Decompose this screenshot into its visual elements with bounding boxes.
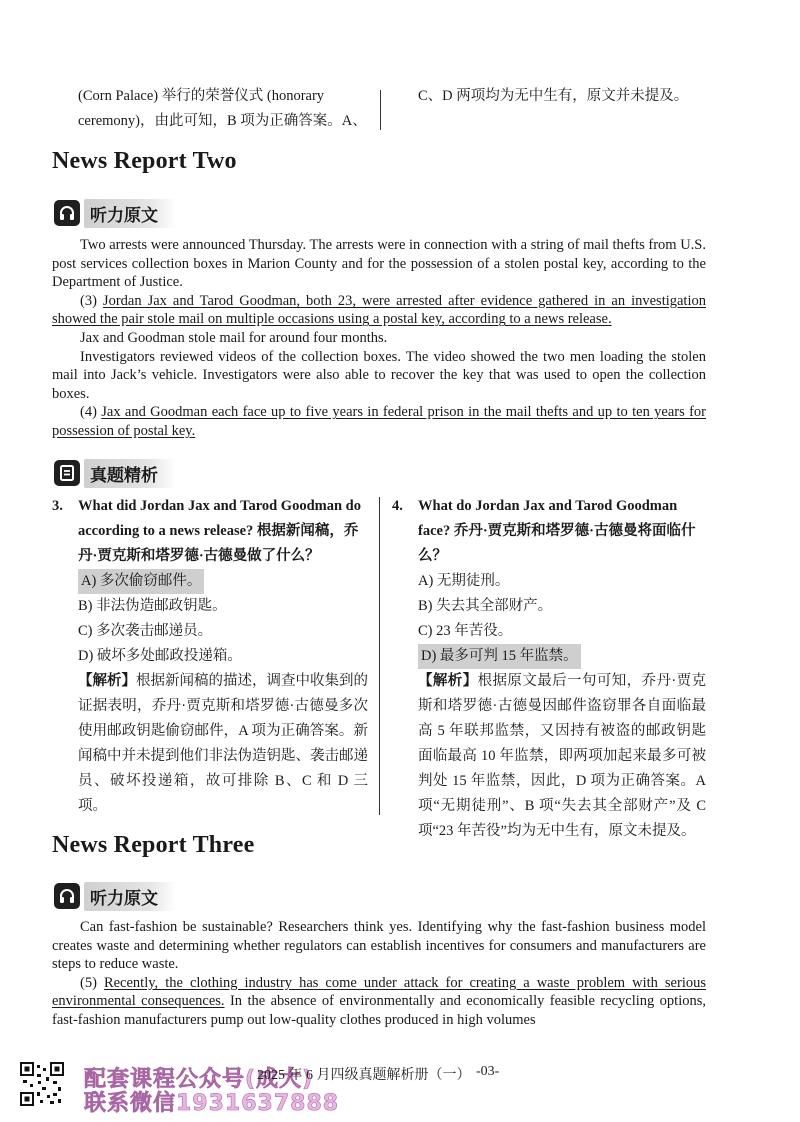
report-two-title: News Report Two <box>52 148 237 174</box>
underlined-answer-sentence: Jax and Goodman each face up to five years in federal prison in the mail thefts and up to ten years for possession of postal key. <box>52 404 706 439</box>
question-marker: (5) <box>80 974 104 991</box>
continuation-right-text: C、D 两项均为无中生有，原文并未提及。 <box>418 88 689 104</box>
promo-watermark-line2: 联系微信1931637888 <box>84 1091 340 1116</box>
page-number: -03- <box>476 1064 500 1079</box>
transcript-paragraph: Two arrests were announced Thursday. The arrests were in connection with a string of mail thefts from U.S. post services collection boxes in Marion County and for the possession of a stolen postal key, according to the Department of Justice. <box>52 237 706 291</box>
document-icon <box>54 460 80 486</box>
underlined-answer-sentence: Recently, the clothing industry has come under attack for creating a waste problem with serious environmental consequences. <box>52 974 706 1010</box>
transcript-paragraph-q3 <box>52 292 706 329</box>
question-4 <box>392 494 706 844</box>
option-b: B) 失去其全部财产。 <box>418 598 553 614</box>
transcript-paragraph: Can fast-fashion be sustainable? Researchers think yes. Identifying why the fast-fashion business model creates waste and determining whether regulators can establish incentives for consumers and manufacturers are steps to reduce waste. <box>52 919 706 973</box>
question-analysis <box>78 669 368 819</box>
question-number: 4. <box>392 498 403 514</box>
question-text: What did Jordan Jax and Tarod Goodman do according to a news release? 根据新闻稿，乔丹·贾克斯和塔罗德·古德曼做了什么？ <box>78 498 361 564</box>
headphones-icon <box>54 883 80 909</box>
book-folio: 2025 年 6 月四级真题解析册（一） <box>257 1068 471 1083</box>
headphones-icon <box>54 200 80 226</box>
question-marker: (4) <box>80 404 102 421</box>
analysis-text: 根据新闻稿的描述，调查中收集到的证据表明，乔丹·贾克斯和塔罗德·古德曼多次使用邮政钥匙偷窃邮件，A 项为正确答案。新闻稿中并未提到他们非法伪造钥匙、袭击邮递员、破坏投递箱，故可排除 B、C 和 D 三项。 <box>78 673 368 814</box>
option-a: A) 无期徒刑。 <box>418 573 510 589</box>
analysis-tag: 【解析】 <box>418 673 478 689</box>
qr-code-icon <box>20 1062 64 1106</box>
question-number: 3. <box>52 498 63 514</box>
page-footer <box>20 1062 780 1116</box>
transcript-label: 听力原文 <box>84 882 176 911</box>
question-3 <box>52 494 368 819</box>
option-d: D) 破坏多处邮政投递箱。 <box>78 648 242 664</box>
transcript-badge <box>54 200 176 226</box>
analysis-label: 真题精析 <box>84 459 176 488</box>
transcript-continuation: In the absence of environmentally and economically feasible recycling options, fast-fashion manufacturers pump out low-quality clothes produced in high volumes <box>52 993 707 1028</box>
report-two-transcript <box>52 236 706 441</box>
question-analysis <box>418 669 706 844</box>
transcript-paragraph-q5 <box>52 974 706 1030</box>
analysis-text: 根据原文最后一句可知，乔丹·贾克斯和塔罗德·古德曼因邮件盗窃罪各自面临最高 5 年联邦监禁，又因持有被盗的邮政钥匙面临最高 10 年监禁，即两项加起来最多可被判处 15 年监禁，因此，D 项为正确答案。A 项“无期徒刑”、B 项“失去其全部财产”及 C 项“23 年苦役”均为无中生有，原文未提及。 <box>418 673 707 839</box>
question-text: What do Jordan Jax and Tarod Goodman face? 乔丹·贾克斯和塔罗德·古德曼将面临什么？ <box>418 498 696 564</box>
option-b: B) 非法伪造邮政钥匙。 <box>78 598 227 614</box>
continuation-left-text: (Corn Palace) 举行的荣誉仪式 (honorary ceremony)，由此可知，B 项为正确答案。A、 <box>78 88 367 129</box>
transcript-paragraph: Jax and Goodman stole mail for around four months. <box>80 329 388 346</box>
transcript-paragraph: Investigators reviewed videos of the collection boxes. The video showed the two men loading the stolen mail into Jack’s vehicle. Investigators were also able to recover the key that was used to open the collection boxes. <box>52 348 706 402</box>
option-d-correct: D) 最多可判 15 年监禁。 <box>418 644 581 669</box>
question-stem <box>52 494 368 569</box>
report-three-title: News Report Three <box>52 832 255 858</box>
column-divider <box>380 90 381 130</box>
underlined-answer-sentence: Jordan Jax and Tarod Goodman, both 23, were arrested after evidence gathered in an investigation showed the pair stole mail on multiple occasions using a postal key, according to a news release. <box>52 292 706 328</box>
option-c: C) 23 年苦役。 <box>418 623 513 639</box>
question-marker: (3) <box>80 292 103 309</box>
promo-watermark-line1: 配套课程公众号(成大) <box>84 1067 314 1092</box>
transcript-paragraph-q4 <box>52 403 706 440</box>
transcript-badge <box>54 883 176 909</box>
transcript-label: 听力原文 <box>84 199 176 228</box>
analysis-badge <box>54 460 176 486</box>
option-c: C) 多次袭击邮递员。 <box>78 623 213 639</box>
report-three-transcript <box>52 918 706 1030</box>
analysis-tag: 【解析】 <box>78 673 136 689</box>
previous-analysis-continuation <box>52 84 708 134</box>
option-a-correct: A) 多次偷窃邮件。 <box>78 569 204 594</box>
column-divider <box>379 497 380 815</box>
question-stem <box>392 494 706 569</box>
